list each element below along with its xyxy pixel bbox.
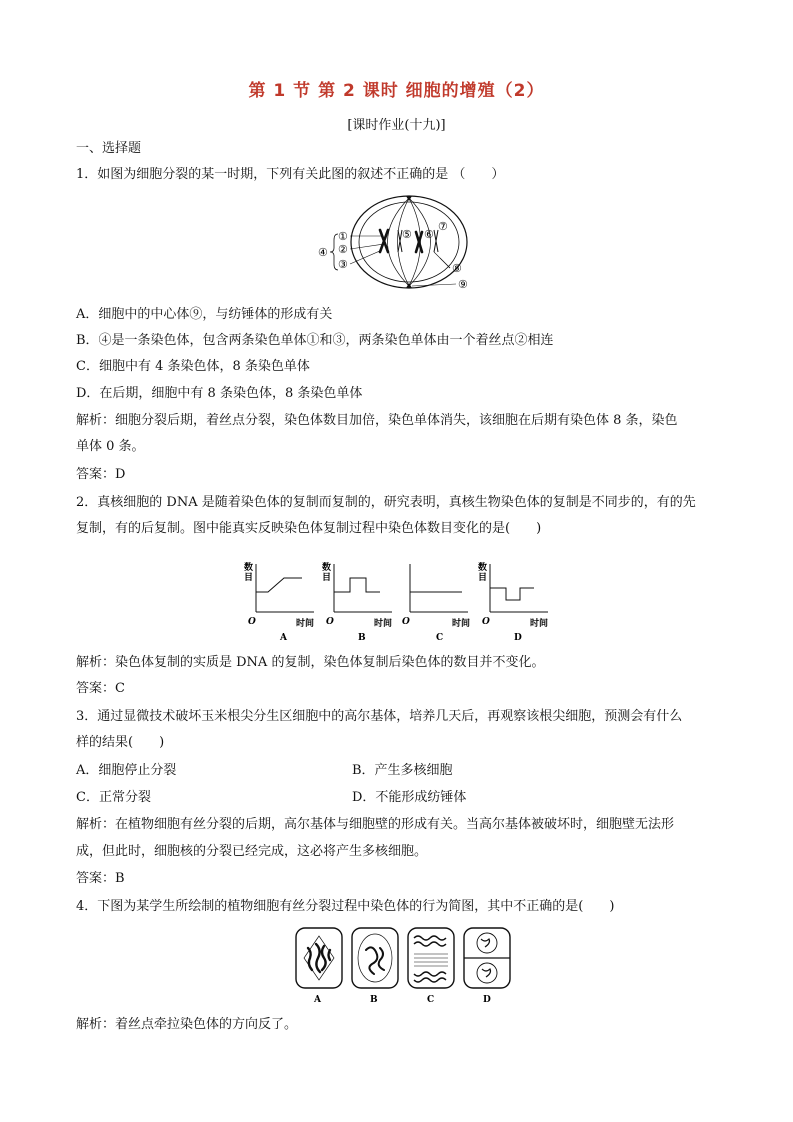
q3-analysis-line2: 成，但此时，细胞核的分裂已经完成，这必将产生多核细胞。 — [76, 844, 428, 859]
q1-option-a: A．细胞中的中心体⑨，与纺锤体的形成有关 — [76, 307, 333, 322]
q1-option-b: B．④是一条染色体，包含两条染色单体①和③，两条染色单体由一个着丝点②相连 — [76, 333, 554, 348]
q4-cell-b — [352, 928, 398, 1005]
q2-graph-a — [244, 561, 314, 643]
q4-letter-d: D — [483, 995, 491, 1005]
q2-analysis: 解析：染色体复制的实质是 DNA 的复制，染色体复制后染色体的数目并不变化。 — [76, 655, 545, 670]
svg-text:时间: 时间 — [530, 619, 549, 629]
q4-analysis: 解析：着丝点牵拉染色体的方向反了。 — [76, 1017, 298, 1032]
q3-stem-line2: 样的结果( ) — [76, 735, 165, 750]
q1-option-c: C．细胞中有 4 条染色体，8 条染色单体 — [76, 359, 310, 374]
q2-letter-d: D — [514, 633, 522, 643]
svg-text:O: O — [248, 617, 256, 627]
q1-label-2: ② — [338, 243, 348, 256]
q2-letter-b: B — [358, 633, 366, 643]
q3-option-c: C．正常分裂 — [76, 790, 151, 805]
q1-analysis-line2: 单体 0 条。 — [76, 439, 145, 454]
q4-letter-b: B — [370, 995, 378, 1005]
q2-graphs — [240, 558, 560, 644]
page-subtitle: [课时作业(十九)] — [347, 118, 446, 133]
q4-cell-images — [294, 924, 514, 1006]
q4-cell-d — [464, 928, 510, 1005]
svg-text:O: O — [482, 617, 490, 627]
q4-stem: 4．下图为某学生所绘制的植物细胞有丝分裂过程中染色体的行为简图，其中不正确的是( ) — [76, 899, 615, 914]
section-heading: 一、选择题 — [76, 141, 142, 156]
q2-graph-c — [402, 564, 470, 643]
q1-chromosome-mid-right — [416, 232, 422, 252]
q1-label-3: ③ — [338, 258, 348, 271]
q1-label-1: ① — [338, 230, 348, 243]
q2-graph-d — [478, 561, 548, 643]
q4-cell-a — [296, 928, 342, 1005]
q3-answer: 答案：B — [76, 871, 125, 886]
q1-label-4: ④ — [318, 246, 328, 259]
q1-answer: 答案：D — [76, 467, 126, 482]
q1-cell-inner — [359, 202, 459, 282]
svg-text:O: O — [402, 617, 410, 627]
q1-cell-membrane — [351, 196, 467, 288]
q2-letter-a: A — [280, 633, 287, 643]
q1-chromosome-right — [434, 230, 438, 252]
q1-chromosome-left — [380, 230, 388, 252]
q3-option-b: B．产生多核细胞 — [352, 763, 453, 778]
q1-spindle — [388, 198, 431, 286]
svg-text:时间: 时间 — [296, 619, 315, 629]
q2-stem-line1: 2．真核细胞的 DNA 是随着染色体的复制而复制的，研究表明，真核生物染色体的复制是不同步的，有的先 — [76, 495, 696, 510]
q1-stem: 1．如图为细胞分裂的某一时期，下列有关此图的叙述不正确的是 （ ） — [76, 167, 505, 182]
svg-text:目: 目 — [244, 573, 254, 583]
q1-brace — [330, 234, 338, 270]
svg-text:目: 目 — [478, 573, 488, 583]
q1-cell-diagram — [316, 192, 486, 296]
svg-text:数: 数 — [244, 563, 254, 573]
q2-graph-b — [322, 561, 392, 643]
svg-text:目: 目 — [322, 573, 332, 583]
q1-label-9: ⑨ — [458, 278, 468, 291]
q3-stem-line1: 3．通过显微技术破坏玉米根尖分生区细胞中的高尔基体，培养几天后，再观察该根尖细胞，预测会有什么 — [76, 709, 683, 724]
q1-label-6: ⑥ — [424, 228, 434, 241]
q1-option-d: D．在后期，细胞中有 8 条染色体，8 条染色单体 — [76, 386, 363, 401]
q1-label-8: ⑧ — [452, 262, 462, 275]
q4-letter-a: A — [314, 995, 321, 1005]
q2-stem-line2: 复制，有的后复制。图中能真实反映染色体复制过程中染色体数目变化的是( ) — [76, 521, 542, 536]
q3-analysis-line1: 解析：在植物细胞有丝分裂的后期，高尔基体与细胞壁的形成有关。当高尔基体被破坏时，细胞壁无法形 — [76, 817, 675, 832]
page-title: 第 1 节 第 2 课时 细胞的增殖（2） — [248, 81, 545, 101]
q1-label-5: ⑤ — [402, 228, 412, 241]
svg-text:数: 数 — [322, 563, 332, 573]
q1-label-7: ⑦ — [438, 220, 448, 233]
svg-text:O: O — [326, 617, 334, 627]
q2-letter-c: C — [436, 633, 444, 643]
q1-analysis-line1: 解析：细胞分裂后期，着丝点分裂，染色体数目加倍，染色单体消失，该细胞在后期有染色体 8 条，染色 — [76, 413, 678, 428]
svg-text:时间: 时间 — [374, 619, 393, 629]
q4-cell-c — [408, 928, 454, 1005]
svg-text:数: 数 — [478, 563, 488, 573]
q3-option-d: D．不能形成纺锤体 — [352, 790, 467, 805]
q4-letter-c: C — [427, 995, 435, 1005]
svg-text:时间: 时间 — [452, 619, 471, 629]
q3-option-a: A．细胞停止分裂 — [76, 763, 177, 778]
q2-answer: 答案：C — [76, 681, 125, 696]
